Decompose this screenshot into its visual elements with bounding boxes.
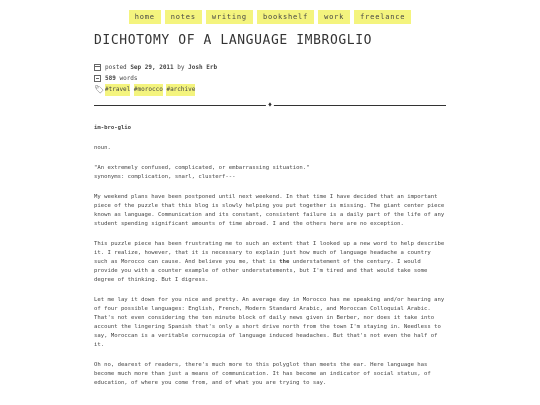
by-label: by <box>177 63 185 71</box>
nav-freelance[interactable]: freelance <box>354 10 411 24</box>
paragraph-4: Oh no, dearest of readers, there's much more to this polyglot than meets the ear. Here language has become much more than just a means of communication. It has become an indicator of social status, of education, of where you come from, and of what you are trying to say. <box>94 362 431 386</box>
definition-term: im-bro-glio <box>94 125 132 131</box>
paragraph-2 <box>94 240 446 285</box>
tag-icon: 🏷 <box>94 85 105 94</box>
part-of-speech: noun. <box>94 145 111 151</box>
top-nav <box>0 10 540 24</box>
post-meta <box>94 62 446 95</box>
tag-archive[interactable]: #archive <box>166 84 195 96</box>
paragraph-2-emphasis: the <box>279 259 290 265</box>
meta-tags-row <box>94 84 446 95</box>
paragraph-2-part-c: understatement of the century. I would provide you with a counter example of other understatements, but I'm tired and that would take some degree of thinking. But I digress. <box>94 259 428 283</box>
calendar-icon <box>94 64 101 71</box>
tag-morocco[interactable]: #morocco <box>134 84 163 96</box>
paragraph-1: My weekend plans have been postponed until next weekend. In that time I have decided that an important piece of the puzzle that this blog is slowly helping you put together is missing. The giant center piece known as language. Communication and its constant, consistent failure is a daily part of the life of any student spending significant amounts of time abroad. I and the others here are no exception. <box>94 194 445 227</box>
document-icon <box>94 75 101 82</box>
definition-text: "An extremely confused, complicated, or embarrassing situation." <box>94 165 310 171</box>
tag-travel[interactable]: #travel <box>105 84 130 96</box>
post-body <box>94 124 446 388</box>
nav-work[interactable]: work <box>318 10 350 24</box>
paragraph-3: Let me lay it down for you nice and pretty. An average day in Morocco has me speaking and/or hearing any of four possible languages: English, French, Modern Standard Arabic, and Moroccan Colloquial Arabic. That's not even considering the ten minute block of daily news given in Berber, nor does it take into account the lingering Spanish that's only a short drive north from the town I'm staying in. Needless to say, Moroccan is a veritable cornucopia of language induced headaches. But that's not even the half of it. <box>94 297 445 348</box>
meta-date-row <box>94 62 446 73</box>
definition-block <box>94 164 446 182</box>
post-date: Sep 29, 2011 <box>130 63 174 71</box>
post-container <box>94 33 446 399</box>
word-count: 589 <box>105 74 116 82</box>
nav-home[interactable]: home <box>129 10 161 24</box>
post-author: Josh Erb <box>188 63 218 71</box>
divider-diamond: ♦ <box>267 101 273 109</box>
paragraph-2-part-a: This puzzle piece has been frustrating me to such an extent that I looked up a new word to help describe it. I realize, however, that it is necessary to explain just how much of language headache a country such as Morocco can cause. And believe you me, that is <box>94 241 445 265</box>
nav-notes[interactable]: notes <box>165 10 202 24</box>
synonyms-text: synonyms: complication, snarl, clusterf--- <box>94 174 236 180</box>
posted-label: posted <box>105 63 127 71</box>
nav-bookshelf[interactable]: bookshelf <box>257 10 314 24</box>
nav-writing[interactable]: writing <box>206 10 253 24</box>
meta-words-row <box>94 73 446 84</box>
post-title: DICHOTOMY OF A LANGUAGE IMBROGLIO <box>94 33 373 48</box>
words-label: words <box>119 74 138 82</box>
section-divider <box>94 101 446 110</box>
